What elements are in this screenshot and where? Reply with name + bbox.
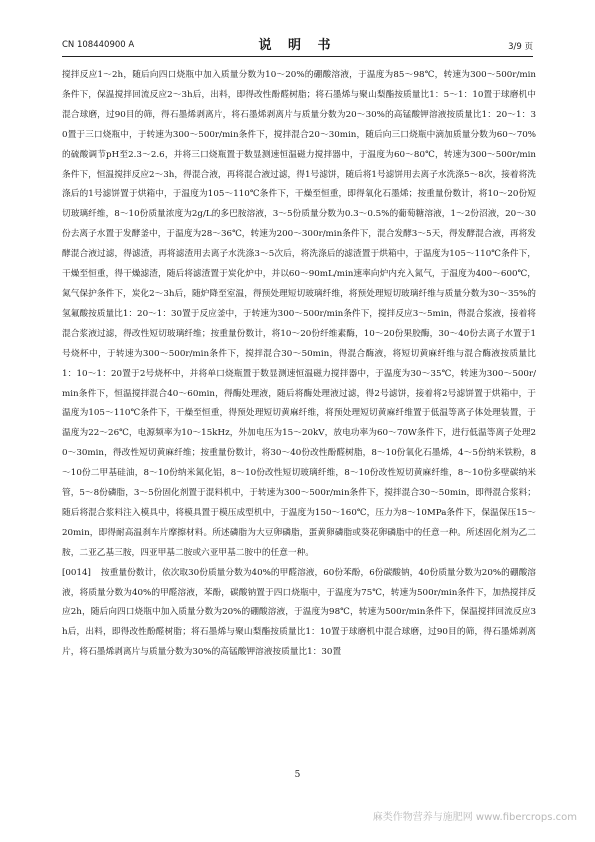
paragraph-text: 按重量份数计，依次取30份质量分数为40%的甲醛溶液，60份苯酚，6份碳酸钠，40份质量分数为20%的硼酸溶液，将质量分数为40%的甲醛溶液，苯酚，碳酸钠置于四口烧瓶中，于温度为75℃，转速为500r/min条件下，加热搅拌反应2h，随后向四口烧瓶中加入质量分数为20%的硼酸溶液，于温度为98℃，转速为500r/min条件下，保温搅拌回流反应3h后，出料，即得改性酚醛树脂；将石墨烯与聚山梨酯按质量比1：10置于球磨机中混合球磨，过90目的筛，得石墨烯剥离片，将石墨烯剥离片与质量分数为30%的高锰酸钾溶液按质量比1：30置 <box>62 567 536 658</box>
paragraph-number: [0014] <box>62 567 91 578</box>
document-title: 说 明 书 <box>258 38 337 53</box>
continued-paragraph: 搅拌反应1～2h，随后向四口烧瓶中加入质量分数为10～20%的硼酸溶液，于温度为85～98℃，转速为300～500r/min条件下，保温搅拌回流反应2～3h后，出料，即得改性酚醛树脂；将石墨烯与聚山梨酯按质量比1：5～1：10置于球磨机中混合球磨，过90目的筛，得石墨烯剥离片，将石墨烯剥离片与质量分数为20～30%的高锰酸钾溶液按质量比1：20～1：30置于三口烧瓶中，于转速为300～500r/min条件下，搅拌混合20～30min，随后向三口烧瓶中滴加质量分数为60～70%的硫酸调节pH至2.3～2.6，并将三口烧瓶置于数显测速恒温磁力搅拌器中，于温度为60～80℃，转速为300～500r/min条件下，恒温搅拌反应2～3h，得混合液，再将混合液过滤，得1号滤饼，随后将1号滤饼用去离子水洗涤5～8次，接着将洗涤后的1号滤饼置于烘箱中，于温度为105～110℃条件下，干燥至恒重，即得氧化石墨烯；按重量份数计，将10～20份短切玻璃纤维，8～10份质量浓度为2g/L的多巴胺溶液，3～5份质量分数为0.3～0.5%的葡萄糖溶液，1～2份沼液，20～30份去离子水置于发酵釜中，于温度为28～36℃，转速为200～300r/min条件下，混合发酵3～5天，得发酵混合液，再将发酵混合液过滤，得滤渣，再将滤渣用去离子水洗涤3～5次后，将洗涤后的滤渣置于烘箱中，于温度为105～110℃条件下，干燥至恒重，得干燥滤渣，随后将滤渣置于炭化炉中，并以60～90mL/min速率向炉内充入氮气，于温度为400～600℃，氮气保护条件下，炭化2～3h后，随炉降至室温，得预处理短切玻璃纤维，将预处理短切玻璃纤维与质量分数为30～35%的氢氟酸按质量比1：20～1：30置于反应釜中，于转速为300～500r/min条件下，搅拌反应3～5min，得混合浆液，接着将混合浆液过滤，得改性短切玻璃纤维；按重量份数计，将10～20份纤维素酶，10～20份果胶酶，30～40份去离子水置于1号烧杯中，于转速为300～500r/min条件下，搅拌混合30～50min，得混合酶液，将短切黄麻纤维与混合酶液按质量比1：10～1：20置于2号烧杯中，并将单口烧瓶置于数显测速恒温磁力搅拌器中，于温度为30～35℃，转速为300～500r/min条件下，恒温搅拌混合40～60min，得酶处理液，随后将酶处理液过滤，得2号滤饼，接着将2号滤饼置于烘箱中，于温度为105～110℃条件下，干燥至恒重，得预处理短切黄麻纤维，将预处理短切黄麻纤维置于低温等离子体处理装置，于温度为22～26℃，电源频率为10～15kHz，外加电压为15～20kV，放电功率为60～70W条件下，进行低温等离子处理20～30min，得改性短切黄麻纤维；按重量份数计，将30～40份改性酚醛树脂，8～10份氧化石墨烯，4～5份纳米铁粉，8～10份二甲基硅油，8～10份纳米氮化铝，8～10份改性短切玻璃纤维，8～10份改性短切黄麻纤维，8～10份多壁碳纳米管，5～8份磷脂，3～5份固化剂置于混料机中，于转速为300～500r/min条件下，搅拌混合30～50min，即得混合浆料；随后将混合浆料注入模具中，将模具置于模压成型机中，于温度为150～160℃，压力为8～10MPa条件下，保温保压15～20min，即得耐高温刹车片摩擦材料。所述磷脂为大豆卵磷脂，蛋黄卵磷脂或葵花卵磷脂中的任意一种。所述固化剂为乙二胺，二亚乙基三胺，四亚甲基二胺或六亚甲基二胺中的任意一种。 <box>62 70 536 558</box>
page-count: 3/9 页 <box>508 42 533 52</box>
watermark: 麻类作物营养与施肥网 www.fibercrops.com <box>372 812 577 823</box>
page-header <box>62 34 533 57</box>
paragraph-0014 <box>62 564 536 664</box>
publication-number: CN 108440900 A <box>62 40 135 50</box>
page-number: 5 <box>294 770 301 780</box>
document-body <box>62 66 536 663</box>
